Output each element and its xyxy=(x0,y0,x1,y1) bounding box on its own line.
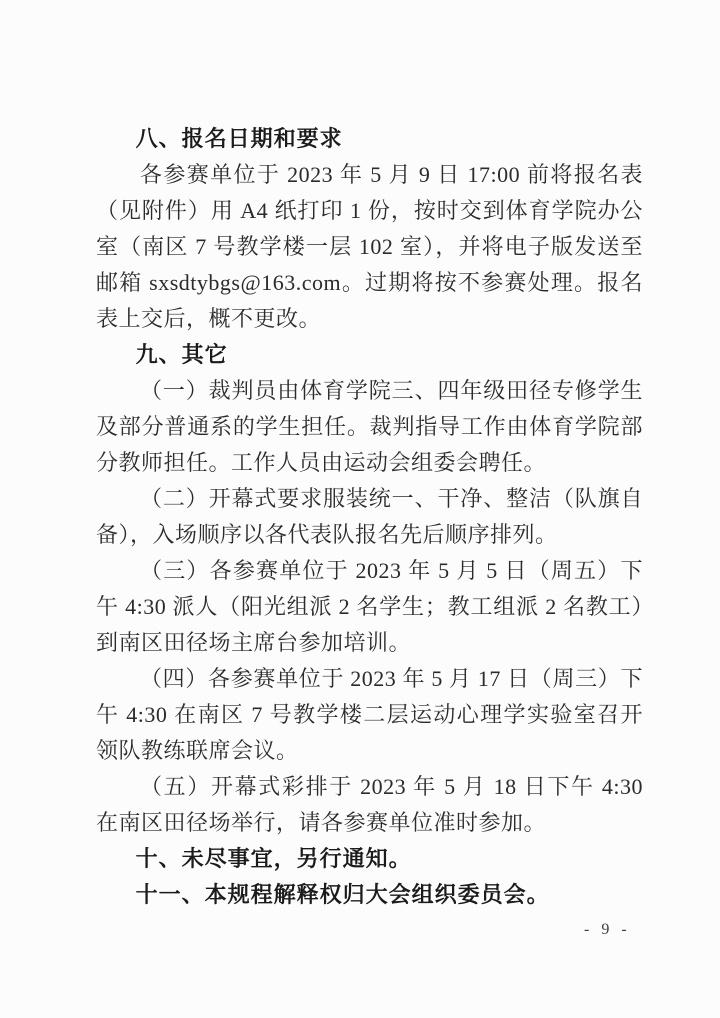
page-number: - 9 - xyxy=(584,921,631,938)
section-9-item-1-referees: （一）裁判员由体育学院三、四年级田径专修学生及部分普通系的学生担任。裁判指导工作由体育学院部分教师担任。工作人员由运动会组委会聘任。 xyxy=(96,378,643,475)
section-9-item-2-opening-ceremony: （二）开幕式要求服装统一、干净、整洁（队旗自备），入场顺序以各代表队报名先后顺序排列。 xyxy=(96,486,643,547)
section-9-item-3-training: （三）各参赛单位于 2023 年 5 月 5 日（周五）下午 4:30 派人（阳光组派 2 名学生；教工组派 2 名教工）到南区田径场主席台参加培训。 xyxy=(96,558,643,655)
section-10-heading: 十、未尽事宜，另行通知。 xyxy=(135,846,412,871)
section-9-item-4-joint-meeting: （四）各参赛单位于 2023 年 5 月 17 日（周三）下午 4:30 在南区 7 号教学楼二层运动心理学实验室召开领队教练联席会议。 xyxy=(96,666,643,763)
document-content xyxy=(96,121,643,913)
section-11-heading: 十一、本规程解释权归大会组织委员会。 xyxy=(135,882,550,907)
section-9-item-5-rehearsal: （五）开幕式彩排于 2023 年 5 月 18 日下午 4:30 在南区田径场举行，请各参赛单位准时参加。 xyxy=(96,774,643,835)
section-9-heading: 九、其它 xyxy=(135,342,228,367)
section-8-heading: 八、报名日期和要求 xyxy=(135,126,343,151)
section-8-paragraph-registration: 各参赛单位于 2023 年 5 月 9 日 17:00 前将报名表（见附件）用 A4 纸打印 1 份，按时交到体育学院办公室（南区 7 号教学楼一层 102 室），并将电子版发送至邮箱 sxsdtybgs@163.com。过期将按不参赛处理。报名表上交后，概不更改。 xyxy=(96,162,643,331)
